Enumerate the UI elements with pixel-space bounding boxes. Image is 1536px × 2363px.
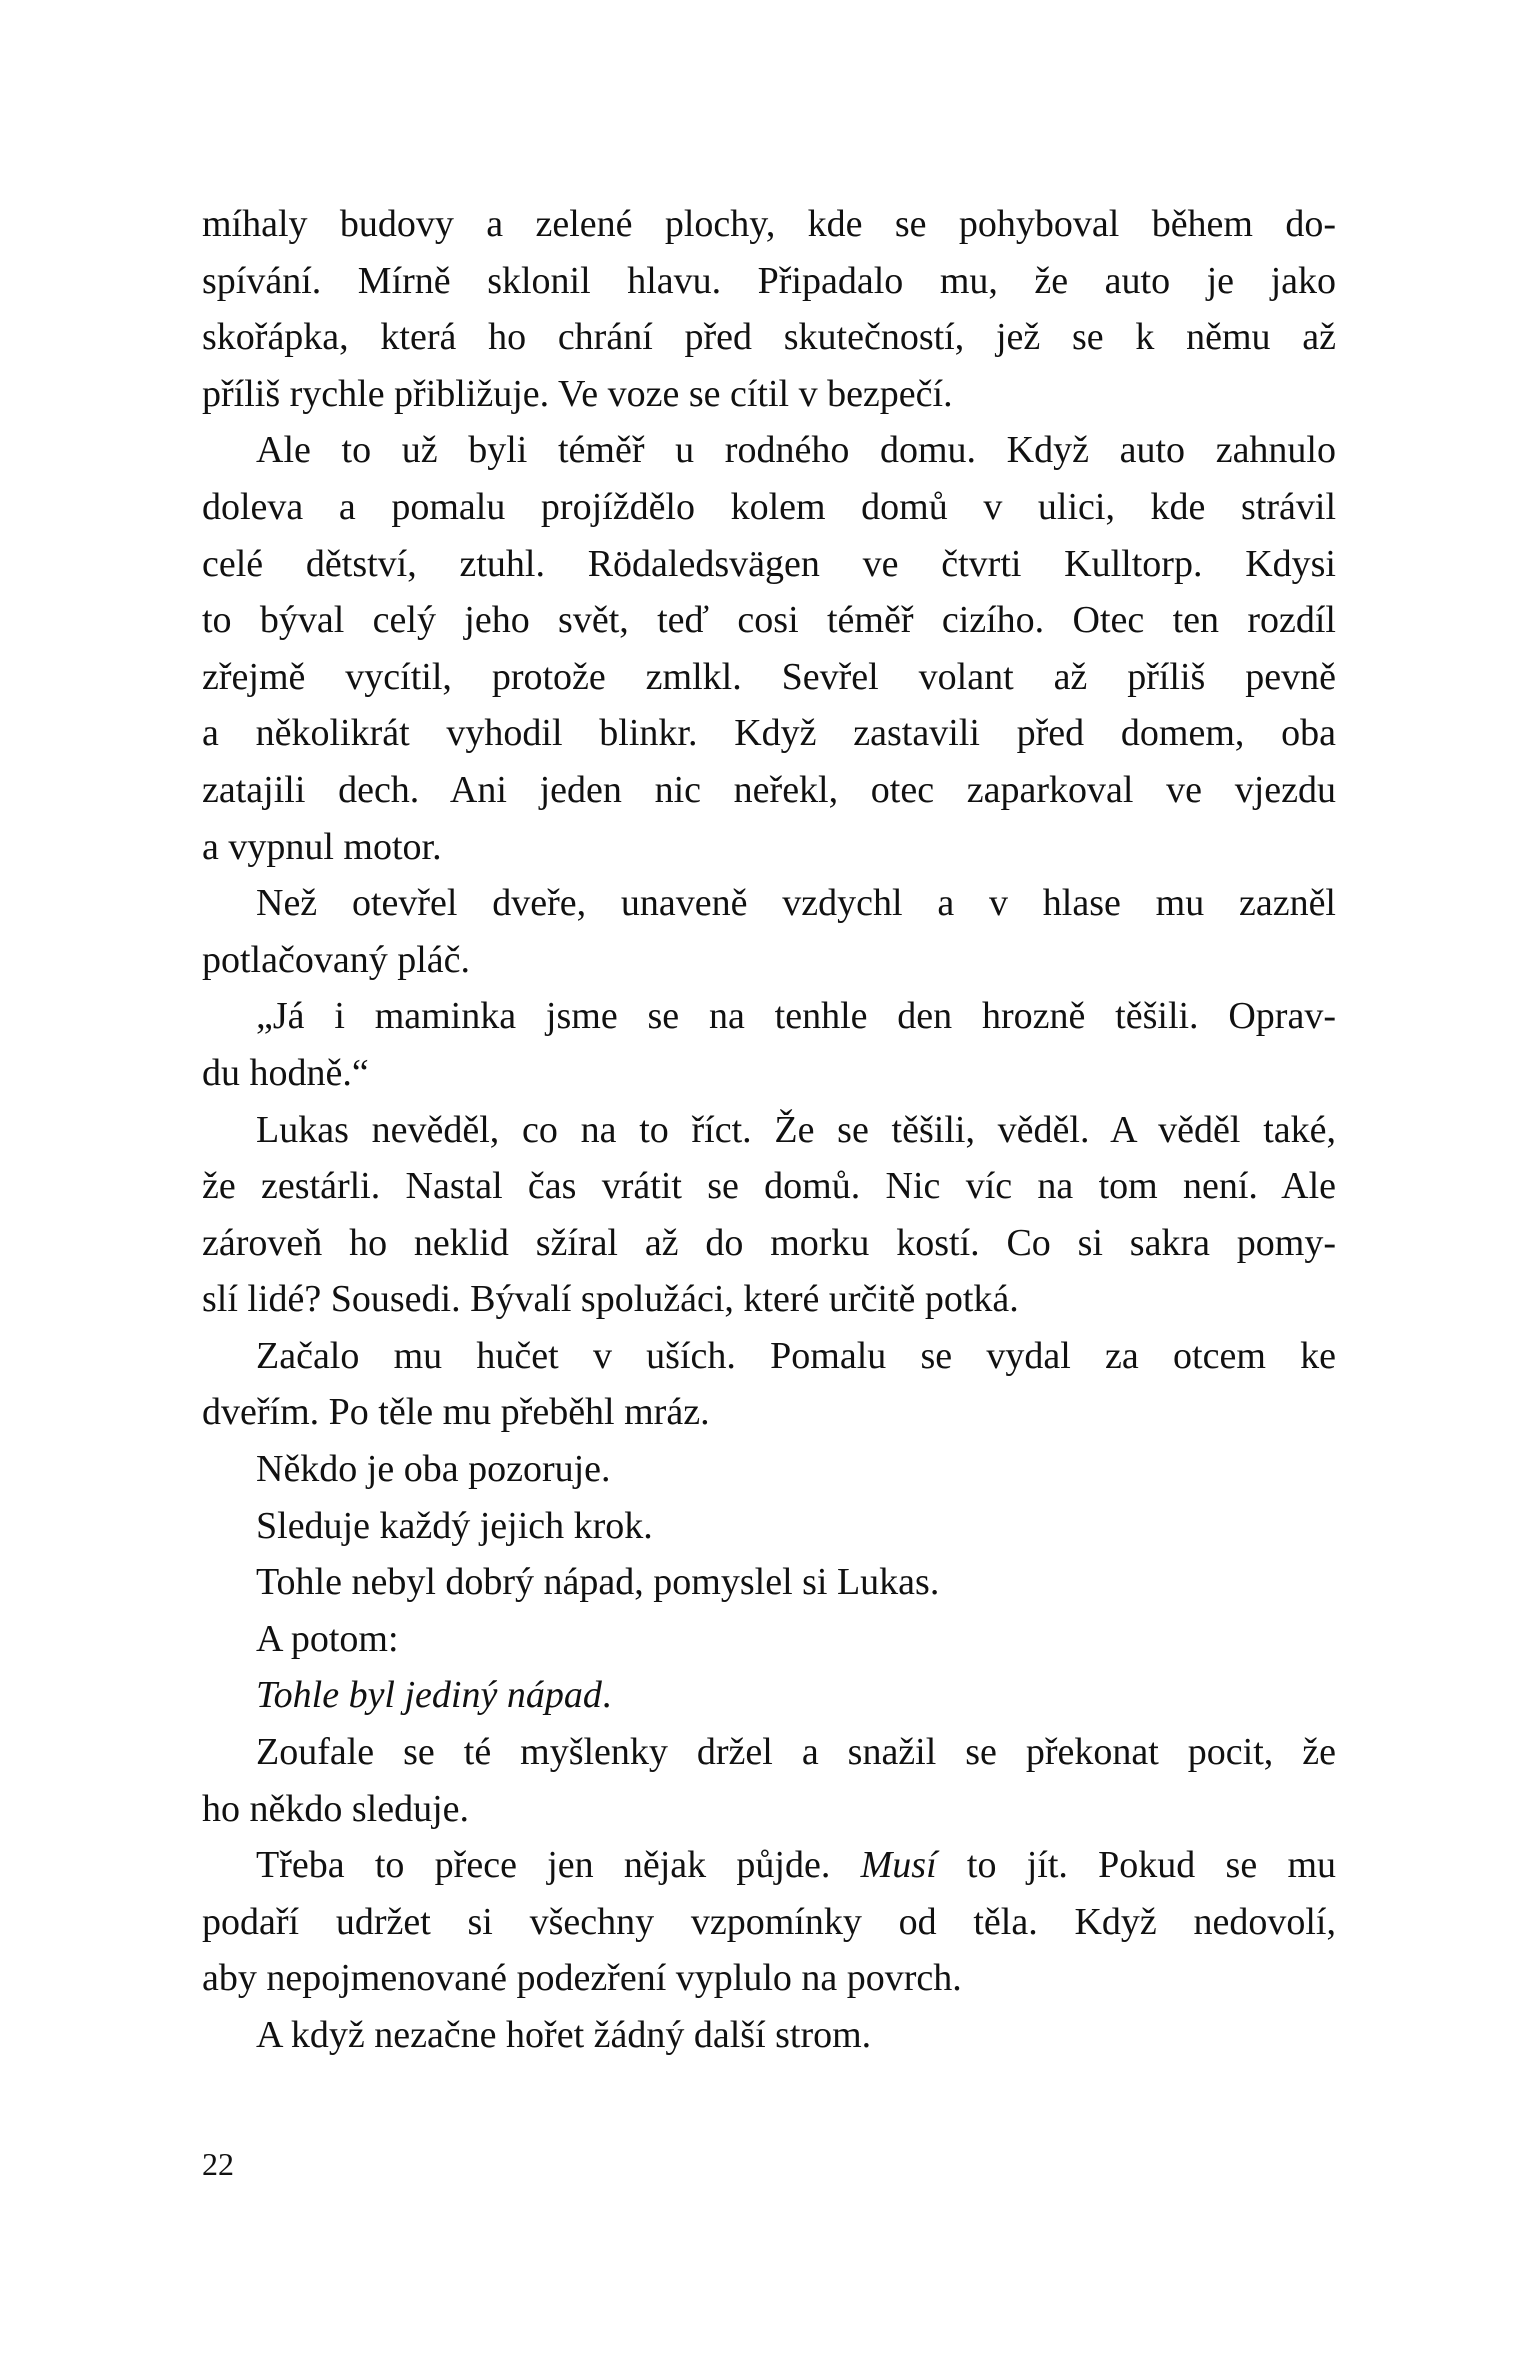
page-number: 22 xyxy=(202,2146,234,2182)
text-segment: potlačovaný pláč. xyxy=(202,938,471,981)
text-line xyxy=(202,592,1336,649)
text-segment: . xyxy=(601,1674,612,1717)
text-segment: skořápka, která ho chrání před skutečností, jež se k němu až xyxy=(202,316,1336,359)
text-segment: Třeba to přece jen nějak půjde. xyxy=(256,1844,861,1887)
text-line xyxy=(202,422,1336,479)
text-segment: příliš rychle přibližuje. Ve voze se cítil v bezpečí. xyxy=(202,372,953,415)
text-segment: to jít. Pokud se mu xyxy=(936,1844,1336,1887)
text-line xyxy=(202,1950,1336,2007)
text-line xyxy=(202,1102,1336,1159)
text-segment: Někdo je oba pozoruje. xyxy=(256,1448,611,1491)
text-segment: dveřím. Po těle mu přeběhl mráz. xyxy=(202,1391,710,1434)
text-segment: A když nezačne hořet žádný další strom. xyxy=(256,2014,872,2056)
text-line xyxy=(202,479,1336,536)
text-line xyxy=(202,1781,1336,1838)
text-segment: a několikrát vyhodil blinkr. Když zastavili před domem, oba xyxy=(202,712,1336,755)
text-segment: podaří udržet si všechny vzpomínky od těla. Když nedovolí, xyxy=(202,1900,1336,1943)
text-line xyxy=(202,1384,1336,1441)
text-segment: slí lidé? Sousedi. Bývalí spolužáci, které určitě potká. xyxy=(202,1278,1019,1321)
text-segment: Než otevřel dveře, unaveně vzdychl a v hlase mu zazněl xyxy=(256,882,1336,925)
text-line xyxy=(202,1611,1336,1668)
text-segment: spívání. Mírně sklonil hlavu. Připadalo mu, že auto je jako xyxy=(202,259,1336,302)
text-line xyxy=(202,1894,1336,1951)
text-line xyxy=(202,932,1336,989)
text-line xyxy=(202,875,1336,932)
text-segment: to býval celý jeho svět, teď cosi téměř cizího. Otec ten rozdíl xyxy=(202,599,1336,642)
text-line xyxy=(202,196,1336,253)
italic-text: Tohle byl jediný nápad xyxy=(256,1674,602,1717)
text-line xyxy=(202,1554,1336,1611)
text-line xyxy=(202,1724,1336,1781)
text-line xyxy=(202,1045,1336,1102)
text-segment: že zestárli. Nastal čas vrátit se domů. Nic víc na tom není. Ale xyxy=(202,1165,1336,1208)
text-segment: a vypnul motor. xyxy=(202,825,442,868)
text-line xyxy=(202,2007,1336,2064)
text-line xyxy=(202,1498,1336,1555)
text-line xyxy=(202,253,1336,310)
text-segment: celé dětství, ztuhl. Rödaledsvägen ve čtvrti Kulltorp. Kdysi xyxy=(202,542,1336,585)
text-segment: du hodně.“ xyxy=(202,1051,369,1094)
text-line xyxy=(202,649,1336,706)
text-line xyxy=(202,366,1336,423)
text-segment: aby nepojmenované podezření vyplulo na povrch. xyxy=(202,1957,962,2000)
text-line xyxy=(202,705,1336,762)
text-line xyxy=(202,1215,1336,1272)
text-segment: zřejmě vycítil, protože zmlkl. Sevřel volant až příliš pevně xyxy=(202,655,1336,698)
text-line xyxy=(202,1441,1336,1498)
text-line xyxy=(202,1271,1336,1328)
text-segment: Sleduje každý jejich krok. xyxy=(256,1504,653,1547)
text-line xyxy=(202,762,1336,819)
text-segment: míhaly budovy a zelené plochy, kde se pohyboval během do- xyxy=(202,203,1336,245)
body-text xyxy=(202,196,1336,2064)
text-segment: doleva a pomalu projíždělo kolem domů v ulici, kde strávil xyxy=(202,485,1336,528)
text-segment: Tohle nebyl dobrý nápad, pomyslel si Lukas. xyxy=(256,1561,940,1604)
text-line xyxy=(202,819,1336,876)
text-segment: ho někdo sleduje. xyxy=(202,1787,470,1830)
text-segment: Začalo mu hučet v uších. Pomalu se vydal za otcem ke xyxy=(256,1334,1336,1377)
text-line xyxy=(202,536,1336,593)
text-segment: A potom: xyxy=(256,1617,399,1660)
text-segment: zároveň ho neklid sžíral až do morku kostí. Co si sakra pomy- xyxy=(202,1221,1336,1264)
text-segment: zatajili dech. Ani jeden nic neřekl, otec zaparkoval ve vjezdu xyxy=(202,768,1336,811)
italic-text: Musí xyxy=(860,1844,937,1887)
text-line xyxy=(202,988,1336,1045)
text-line xyxy=(202,1667,1336,1724)
text-line xyxy=(202,309,1336,366)
text-line xyxy=(202,1837,1336,1894)
text-line xyxy=(202,1328,1336,1385)
text-segment: Ale to už byli téměř u rodného domu. Když auto zahnulo xyxy=(256,429,1336,472)
text-segment: Lukas nevěděl, co na to říct. Že se těšili, věděl. A věděl také, xyxy=(256,1108,1336,1151)
text-segment: „Já i maminka jsme se na tenhle den hrozně těšili. Oprav- xyxy=(256,995,1336,1038)
text-segment: Zoufale se té myšlenky držel a snažil se překonat pocit, že xyxy=(256,1731,1336,1774)
text-line xyxy=(202,1158,1336,1215)
